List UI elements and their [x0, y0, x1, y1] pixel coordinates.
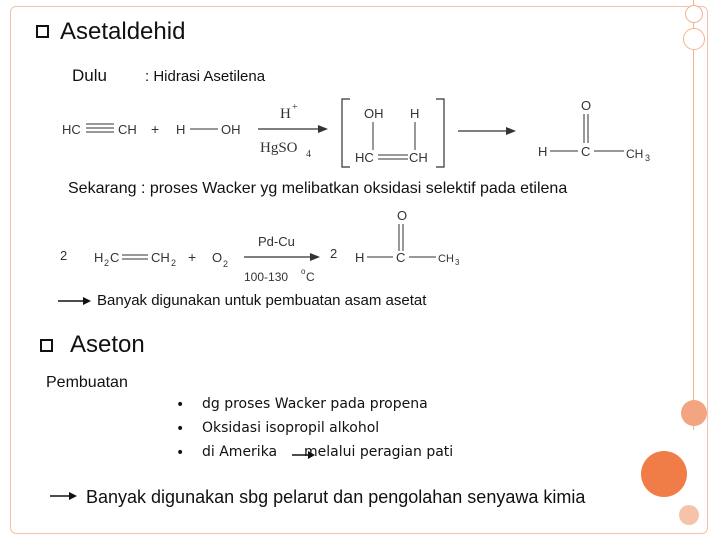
- svg-text:CH: CH: [626, 147, 644, 161]
- pembuatan-label: Pembuatan: [46, 374, 128, 391]
- asetaldehid-usage-text: Banyak digunakan untuk pembuatan asam asetat: [97, 292, 427, 309]
- list-item-text: di Amerika: [202, 444, 278, 460]
- svg-text:2: 2: [223, 259, 229, 269]
- section-heading-aseton: Aseton: [70, 331, 145, 358]
- svg-text:CH: CH: [118, 122, 137, 137]
- svg-text:HgSO: HgSO: [260, 140, 298, 156]
- svg-text:OH: OH: [364, 106, 384, 121]
- svg-text:C: C: [110, 250, 120, 265]
- svg-text:C: C: [581, 144, 591, 159]
- svg-text:C: C: [306, 270, 315, 284]
- svg-text:3: 3: [645, 153, 651, 163]
- svg-text:o: o: [301, 267, 306, 276]
- svg-text:C: C: [396, 250, 406, 265]
- svg-text:H: H: [355, 250, 365, 265]
- sekarang-description: Sekarang : proses Wacker yg melibatkan oksidasi selektif pada etilena: [68, 180, 568, 197]
- svg-text:+: +: [292, 102, 298, 113]
- bullet-dot-icon: •: [176, 421, 185, 437]
- list-item: [176, 396, 428, 414]
- svg-text:H: H: [94, 250, 104, 265]
- svg-text:+: +: [188, 249, 197, 265]
- dulu-label: Dulu: [72, 66, 107, 85]
- list-item-text: dg proses Wacker pada propena: [202, 396, 428, 412]
- svg-text:100-130: 100-130: [244, 270, 289, 284]
- svg-text:HC: HC: [62, 122, 81, 137]
- list-item-text-continued: melalui peragian pati: [304, 444, 454, 460]
- svg-text:O: O: [212, 250, 223, 265]
- svg-text:2: 2: [60, 248, 68, 263]
- dulu-description: : Hidrasi Asetilena: [145, 68, 266, 85]
- svg-text:CH: CH: [151, 250, 170, 265]
- svg-text:2: 2: [171, 258, 177, 268]
- arrow-right-icon: [58, 295, 92, 307]
- bullet-dot-icon: •: [176, 445, 185, 461]
- svg-text:3: 3: [455, 258, 460, 267]
- svg-text:HC: HC: [355, 150, 374, 165]
- aseton-usage-text: Banyak digunakan sbg pelarut dan pengolahan senyawa kimia: [86, 487, 586, 507]
- checkbox-bullet-icon: [40, 339, 53, 352]
- list-item: [176, 420, 380, 438]
- bullet-dot-icon: •: [176, 397, 185, 413]
- svg-text:2: 2: [330, 246, 338, 261]
- list-item-text: Oksidasi isopropil alkohol: [202, 420, 380, 436]
- svg-text:Pd-Cu: Pd-Cu: [258, 234, 295, 249]
- svg-text:O: O: [581, 98, 592, 113]
- arrow-right-icon: [50, 490, 78, 502]
- svg-text:H: H: [176, 122, 186, 137]
- svg-text:4: 4: [306, 149, 311, 160]
- svg-text:H: H: [538, 144, 548, 159]
- list-item: [176, 444, 278, 462]
- svg-text:OH: OH: [221, 122, 241, 137]
- section-heading-asetaldehid: Asetaldehid: [60, 18, 186, 45]
- svg-text:+: +: [151, 121, 160, 137]
- svg-text:O: O: [397, 208, 408, 223]
- svg-text:CH: CH: [409, 150, 428, 165]
- svg-text:H: H: [280, 106, 291, 122]
- svg-text:2: 2: [104, 258, 110, 268]
- svg-text:CH: CH: [438, 253, 454, 265]
- svg-text:H: H: [410, 106, 420, 121]
